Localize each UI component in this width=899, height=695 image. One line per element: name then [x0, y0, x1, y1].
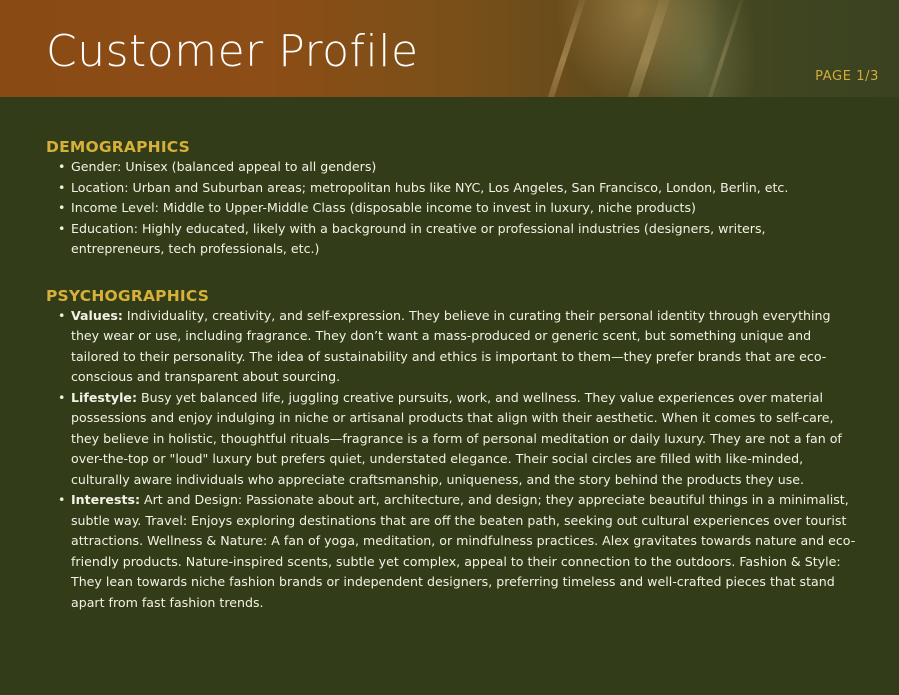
light-streak [535, 0, 590, 97]
page-title: Customer Profile [46, 26, 419, 77]
section-spacer [46, 260, 856, 286]
psychographics-item-lifestyle [71, 388, 856, 491]
psychographics-item-values [71, 306, 856, 388]
demographics-item-income: • Income Level: Middle to Upper-Middle Class (disposable income to invest in luxury, niche products) [71, 198, 856, 219]
psychographics-item-interests [71, 490, 856, 613]
lifestyle-text: Busy yet balanced life, juggling creative pursuits, work, and wellness. They value experiences over material possessions and enjoy indulging in niche or artisanal products that align with their aesthetic. When it comes to self-care, they believe in holistic, thoughtful rituals—fragrance is a form of personal meditation or daily luxury. They are not a fan of over-the-top or "loud" luxury but prefers quiet, understated elegance. Their social circles are filled with like-minded, culturally aware individuals who appreciate craftsmanship, uniqueness, and the story behind the products they use. [71, 389, 842, 487]
page-number: PAGE 1/3 [815, 69, 879, 84]
demographics-item-location: • Location: Urban and Suburban areas; metropolitan hubs like NYC, Los Angeles, San Francisco, London, Berlin, etc. [71, 178, 856, 199]
profile-content [46, 137, 856, 613]
psychographics-heading: PSYCHOGRAPHICS [46, 286, 210, 305]
light-streak [695, 0, 748, 97]
lifestyle-label: Lifestyle: [71, 389, 137, 405]
values-label: Values: [71, 307, 123, 323]
interests-text: Art and Design: Passionate about art, architecture, and design; they appreciate beautiful things in a minimalist, subtle way. Travel: Enjoys exploring destinations that are off the beaten path, seeking out cultural experiences over tourist attractions. Wellness & Nature: A fan of yoga, meditation, or mindfulness practices. Alex gravitates towards nature and eco-friendly products. Nature-inspired scents, subtle yet complex, appeal to their connection to the outdoors. Fashion & Style: They lean towards niche fashion brands or independent designers, preferring timeless and well-crafted pieces that stand apart from fast fashion trends. [71, 492, 856, 610]
light-streak [616, 0, 675, 97]
demographics-list [46, 157, 856, 260]
header-banner [0, 0, 899, 97]
psychographics-list [46, 306, 856, 614]
demographics-item-gender: • Gender: Unisex (balanced appeal to all genders) [71, 157, 856, 178]
demographics-item-education: • Education: Highly educated, likely with a background in creative or professional industries (designers, writers, entrepreneurs, tech professionals, etc.) [71, 219, 856, 260]
demographics-heading: DEMOGRAPHICS [46, 138, 191, 156]
interests-label: Interests: [71, 492, 141, 507]
values-text: Individuality, creativity, and self-expression. They believe in curating their personal identity through everything they wear or use, including fragrance. They don’t want a mass-produced or generic scent, but something unique and tailored to their personality. The idea of sustainability and ethics is important to them—they prefer brands that are eco-conscious and transparent about sourcing. [71, 307, 831, 384]
